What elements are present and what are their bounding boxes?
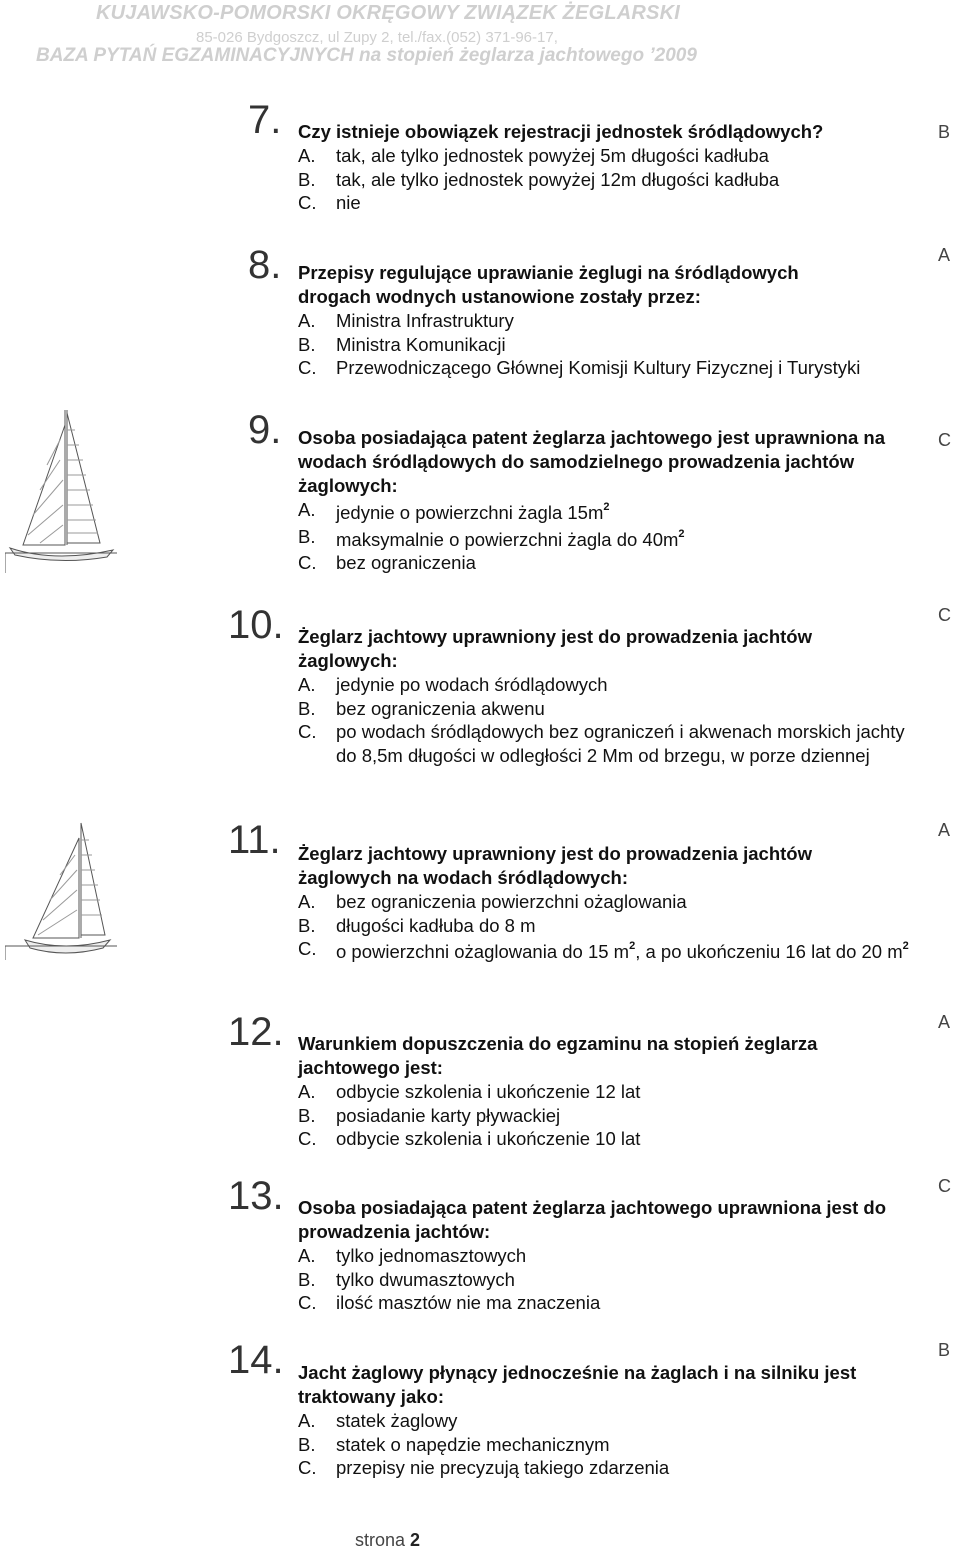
- option-a[interactable]: [298, 1080, 918, 1104]
- page-footer: [355, 1530, 420, 1551]
- option-text: przepisy nie precyzują takiego zdarzenia: [336, 1457, 670, 1478]
- answer-key: C: [938, 430, 951, 450]
- option-text: długości kadłuba do 8 m: [336, 914, 536, 936]
- option-c[interactable]: [298, 1456, 918, 1480]
- option-a[interactable]: [298, 1244, 918, 1268]
- question-number: 11.: [228, 818, 281, 862]
- question-number: 12.: [228, 1010, 284, 1054]
- answer-key: C: [938, 605, 951, 625]
- option-letter: C.: [298, 938, 317, 959]
- question-text: Jacht żaglowy płynący jednocześnie na żaglach i na silniku jest traktowany jako:: [298, 1362, 857, 1407]
- option-letter: C.: [298, 721, 317, 742]
- options-list: [298, 1244, 918, 1315]
- options-list: [298, 144, 918, 215]
- option-letter: C.: [298, 552, 317, 574]
- superscript: 2: [603, 501, 610, 513]
- option-text: tak, ale tylko jednostek powyżej 5m długości kadłuba: [336, 145, 769, 166]
- option-b[interactable]: [298, 525, 918, 552]
- superscript: 2: [678, 527, 685, 540]
- option-text: bez ograniczenia powierzchni ożaglowania: [336, 891, 687, 912]
- option-letter: A.: [298, 674, 316, 695]
- option-text: ilość masztów nie ma znaczenia: [336, 1292, 601, 1313]
- question-text: Żeglarz jachtowy uprawniony jest do prowadzenia jachtów żaglowych na wodach śródlądowych:: [298, 843, 812, 888]
- answer-key: A: [938, 245, 951, 265]
- header-address: 85-026 Bydgoszcz, ul Zupy 2, tel./fax.(052) 371-96-17,: [196, 29, 558, 46]
- option-text: Ministra Infrastruktury: [336, 310, 514, 331]
- option-c[interactable]: [298, 1291, 918, 1315]
- page-number: 2: [410, 1530, 421, 1550]
- header-title: KUJAWSKO-POMORSKI OKRĘGOWY ZWIĄZEK ŻEGLARSKI: [96, 2, 680, 24]
- question-number: 8.: [248, 243, 282, 287]
- option-a[interactable]: [298, 144, 918, 168]
- option-letter: C.: [298, 1128, 317, 1149]
- option-c[interactable]: [298, 1127, 918, 1151]
- options-list: [298, 1409, 918, 1480]
- option-b[interactable]: [298, 168, 918, 192]
- option-text: tylko jednomasztowych: [336, 1245, 527, 1266]
- question-text: Czy istnieje obowiązek rejestracji jednostek śródlądowych?: [298, 121, 824, 142]
- option-letter: A.: [298, 310, 316, 331]
- option-text: bez ograniczenia akwenu: [336, 697, 545, 719]
- option-text: o powierzchni ożaglowania do 15 m: [336, 941, 630, 963]
- footer-label: strona: [355, 1530, 406, 1550]
- option-b[interactable]: [298, 333, 918, 357]
- answer-key: A: [938, 1012, 951, 1032]
- option-letter: C.: [298, 357, 317, 378]
- option-b[interactable]: [298, 697, 918, 721]
- option-a[interactable]: [298, 1409, 918, 1433]
- options-list: [298, 309, 918, 380]
- option-letter: A.: [298, 1410, 316, 1431]
- sailboat-illustration: [5, 405, 117, 573]
- option-text: statek żaglowy: [336, 1410, 458, 1431]
- option-b[interactable]: [298, 914, 918, 938]
- options-list: [298, 1080, 918, 1151]
- option-c[interactable]: [298, 720, 918, 767]
- answer-key: A: [938, 820, 951, 840]
- option-letter: B.: [298, 1268, 316, 1290]
- option-a[interactable]: [298, 673, 918, 697]
- option-text: tylko dwumasztowych: [336, 1268, 515, 1290]
- option-letter: C.: [298, 192, 317, 213]
- option-letter: A.: [298, 891, 316, 912]
- question-text: Osoba posiadająca patent żeglarza jachtowego uprawniona jest do prowadzenia jachtów:: [298, 1197, 887, 1242]
- question-number: 9.: [248, 408, 282, 452]
- option-letter: B.: [298, 1104, 316, 1126]
- option-text: odbycie szkolenia i ukończenie 10 lat: [336, 1128, 641, 1149]
- option-text: , a po ukończeniu 16 lat do 20 m: [635, 941, 903, 963]
- option-text: maksymalnie o powierzchni żagla do 40m: [336, 528, 679, 550]
- option-text: Ministra Komunikacji: [336, 333, 506, 355]
- option-letter: A.: [298, 145, 316, 166]
- option-c[interactable]: [298, 191, 918, 215]
- option-text: bez ograniczenia: [336, 552, 476, 574]
- option-letter: A.: [298, 499, 316, 520]
- option-letter: B.: [298, 525, 316, 547]
- question-number: 7.: [248, 98, 282, 142]
- superscript: 2: [629, 940, 636, 952]
- option-b[interactable]: [298, 1268, 918, 1292]
- superscript: 2: [902, 940, 909, 952]
- option-b[interactable]: [298, 1104, 918, 1128]
- option-text: jedynie o powierzchni żagla 15m: [336, 502, 604, 524]
- option-text: tak, ale tylko jednostek powyżej 12m długości kadłuba: [336, 168, 780, 190]
- option-a[interactable]: [298, 890, 918, 914]
- option-letter: B.: [298, 168, 316, 190]
- option-b[interactable]: [298, 1433, 918, 1457]
- option-text: posiadanie karty pływackiej: [336, 1104, 561, 1126]
- question-number: 14.: [228, 1338, 284, 1382]
- option-letter: A.: [298, 1245, 316, 1266]
- answer-key: C: [938, 1176, 951, 1196]
- option-letter: B.: [298, 914, 316, 936]
- option-letter: C.: [298, 1457, 317, 1478]
- answer-key: B: [938, 122, 951, 142]
- option-text: nie: [336, 192, 361, 213]
- question-text: Żeglarz jachtowy uprawniony jest do prowadzenia jachtów żaglowych:: [298, 626, 812, 671]
- option-a[interactable]: [298, 309, 918, 333]
- question-text: Osoba posiadająca patent żeglarza jachtowego jest uprawniona na wodach śródlądowych do samodzielnego prowadzenia jachtów żaglowych:: [298, 427, 886, 496]
- option-text: odbycie szkolenia i ukończenie 12 lat: [336, 1081, 641, 1102]
- question-number: 10.: [228, 603, 284, 647]
- option-letter: B.: [298, 697, 316, 719]
- question-text: Warunkiem dopuszczenia do egzaminu na stopień żeglarza jachtowego jest:: [298, 1033, 818, 1078]
- option-c[interactable]: [298, 356, 918, 380]
- answer-key: B: [938, 1340, 951, 1360]
- question-number: 13.: [228, 1174, 284, 1218]
- option-letter: A.: [298, 1081, 316, 1102]
- option-letter: C.: [298, 1292, 317, 1313]
- option-letter: B.: [298, 333, 316, 355]
- options-list: [298, 890, 918, 964]
- option-letter: B.: [298, 1433, 316, 1455]
- sailboat-illustration: [5, 820, 117, 960]
- header-subtitle: BAZA PYTAŃ EGZAMINACYJNYCH na stopień żeglarza jachtowego ’2009: [36, 45, 697, 66]
- option-a[interactable]: [298, 498, 918, 525]
- option-text: statek o napędzie mechanicznym: [336, 1433, 610, 1455]
- option-c[interactable]: [298, 551, 918, 575]
- options-list: [298, 673, 918, 767]
- options-list: [298, 498, 918, 575]
- option-c[interactable]: [298, 937, 918, 964]
- option-text: jedynie po wodach śródlądowych: [336, 674, 608, 695]
- option-text: po wodach śródlądowych bez ograniczeń i akwenach morskich jachty do 8,5m długości w odległości 2 Mm od brzegu, w porze dziennej: [336, 721, 905, 766]
- question-text: Przepisy regulujące uprawianie żeglugi na śródlądowych drogach wodnych ustanowione zostały przez:: [298, 262, 799, 307]
- option-text: Przewodniczącego Głównej Komisji Kultury Fizycznej i Turystyki: [336, 357, 861, 378]
